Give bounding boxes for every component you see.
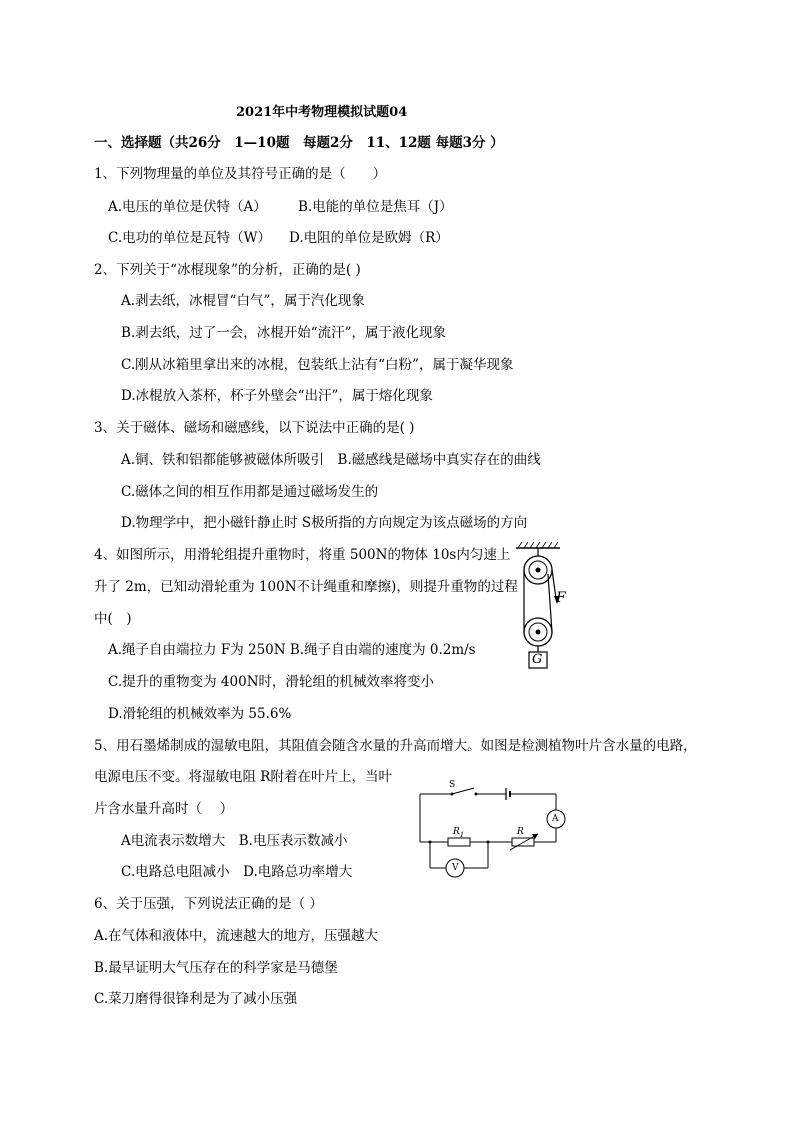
- question-3-option-ab: A.铜、铁和铝都能够被磁体所吸引 B.磁感线是磁场中真实存在的曲线: [121, 452, 541, 468]
- pulley-figure: [508, 540, 580, 672]
- circuit-r-label: R: [517, 827, 524, 837]
- question-2-option-a: A.剥去纸，冰棍冒“白气”，属于汽化现象: [121, 293, 365, 309]
- question-6-stem: 6、关于压强，下列说法正确的是（ ）: [94, 896, 323, 912]
- question-5-stem-line-3: 片含水量升高时（ ）: [94, 801, 234, 817]
- question-1-option-d: D.电阻的单位是欧姆（R）: [289, 230, 449, 246]
- question-5-option-cd: C.电路总电阻减小 D.电路总功率增大: [121, 864, 353, 880]
- circuit-voltmeter-label: V: [452, 863, 459, 873]
- question-2-option-c: C.刚从冰箱里拿出来的冰棍，包装纸上沾有“白粉”，属于凝华现象: [121, 357, 514, 373]
- question-6-option-a: A.在气体和液体中，流速越大的地方，压强越大: [94, 928, 379, 944]
- question-1-option-b: B.电能的单位是焦耳（J）: [298, 199, 453, 215]
- question-1-stem: 1、下列物理量的单位及其符号正确的是（ ）: [94, 166, 387, 182]
- circuit-r1-subscript: 1: [459, 830, 465, 839]
- circuit-r1-letter: R: [453, 827, 460, 837]
- question-5-stem-line-2: 电源电压不变。将湿敏电阻 R附着在叶片上，当叶: [94, 769, 392, 785]
- question-3-stem: 3、关于磁体、磁场和磁感线，以下说法中正确的是( ): [94, 420, 415, 436]
- circuit-ammeter-label: A: [552, 814, 559, 824]
- question-4-stem-line-2: 升了 2m，已知动滑轮重为 100N不计绳重和摩擦)，则提升重物的过程: [94, 579, 518, 595]
- question-4-option-c: C.提升的重物变为 400N时，滑轮组的机械效率将变小: [108, 674, 435, 690]
- pulley-weight-label: G: [532, 652, 543, 667]
- question-3-option-c: C.磁体之间的相互作用都是通过磁场发生的: [121, 484, 379, 500]
- question-2-option-d: D.冰棍放入茶杯，杯子外壁会“出汗”，属于熔化现象: [121, 388, 433, 404]
- question-1-option-a: A.电压的单位是伏特（A）: [108, 199, 267, 215]
- page-title: 2021年中考物理模拟试题04: [236, 105, 408, 120]
- circuit-switch-label: S: [449, 780, 456, 790]
- question-2-option-b: B.剥去纸，过了一会，冰棍开始“流汗”，属于液化现象: [121, 325, 447, 341]
- question-1-option-c: C.电功的单位是瓦特（W）: [108, 230, 272, 246]
- question-4-stem-line-3: 中( ): [94, 611, 132, 627]
- question-3-option-d: D.物理学中，把小磁针静止时 S极所指的方向规定为该点磁场的方向: [121, 515, 528, 531]
- question-5-stem-line-1: 5、用石墨烯制成的湿敏电阻，其阻值会随含水量的升高而增大。如图是检测植物叶片含水量的电路，: [94, 738, 697, 754]
- circuit-figure: [414, 782, 582, 882]
- pulley-force-label: F: [556, 590, 566, 606]
- circuit-r1-label: [453, 827, 464, 840]
- question-5-option-ab: A电流表示数增大 B.电压表示数减小: [121, 833, 348, 849]
- question-2-stem: 2、下列关于“冰棍现象”的分析，正确的是( ): [94, 262, 361, 278]
- question-6-option-b: B.最早证明大气压存在的科学家是马德堡: [94, 960, 338, 976]
- question-6-option-c: C.菜刀磨得很锋利是为了减小压强: [94, 991, 298, 1007]
- section-heading: 一、选择题（共26分 1—10题 每题2分 11、12题 每题3分 ）: [94, 135, 504, 151]
- question-4-option-d: D.滑轮组的机械效率为 55.6%: [108, 706, 292, 722]
- question-4-option-ab: A.绳子自由端拉力 F为 250N B.绳子自由端的速度为 0.2m/s: [108, 642, 476, 658]
- question-4-stem-line-1: 4、如图所示，用滑轮组提升重物时，将重 500N的物体 10s内匀速上: [94, 547, 511, 563]
